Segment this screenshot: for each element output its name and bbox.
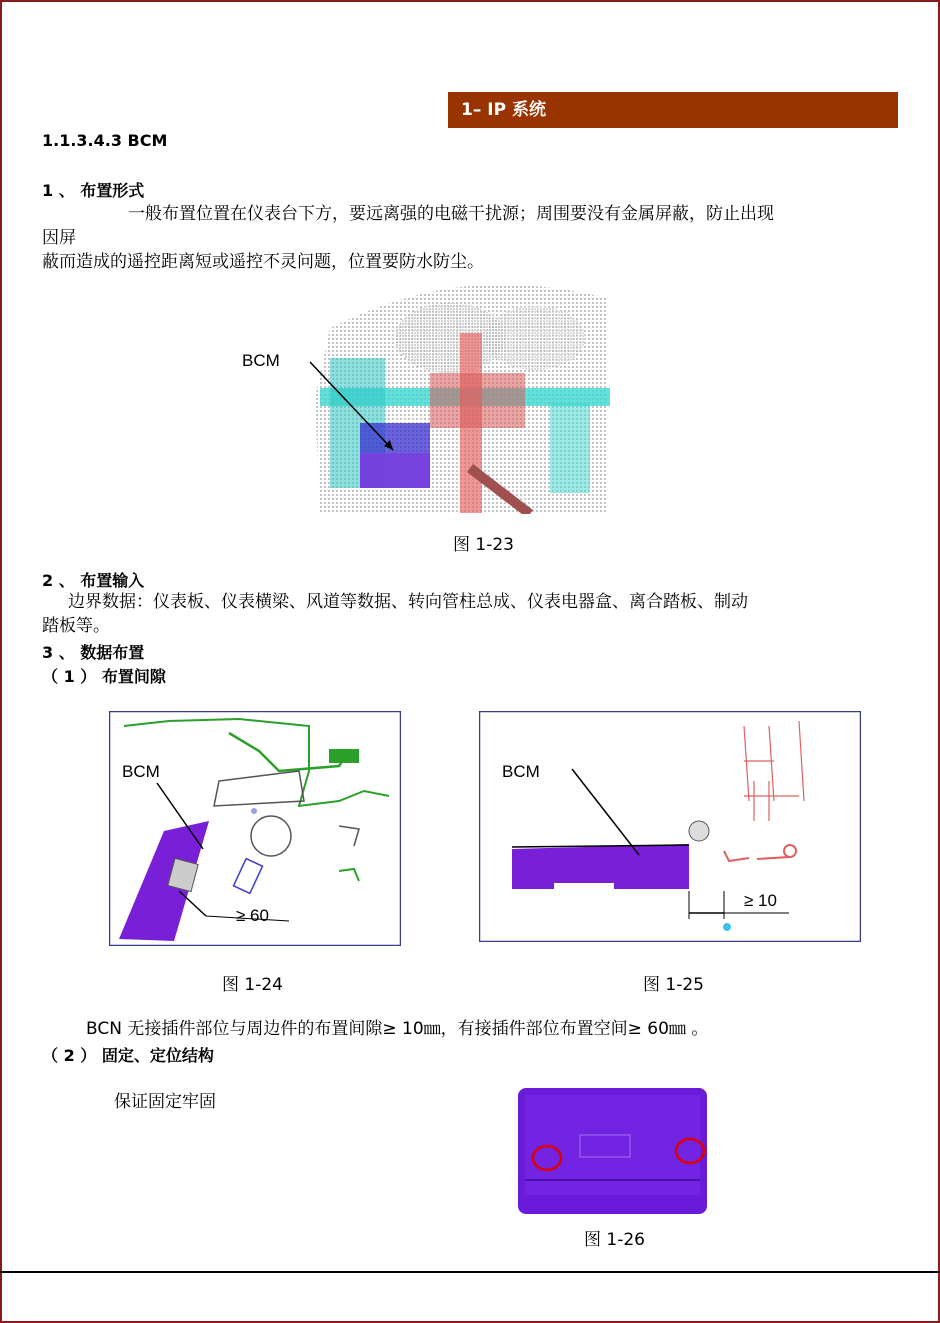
fig26-image xyxy=(515,1085,710,1217)
fix-text: 保证固定牢固 xyxy=(114,1092,216,1112)
s1-line3: 蔽而造成的遥控距离短或遥控不灵问题，位置要防水防尘。 xyxy=(42,252,484,272)
s2-line1: 边界数据：仪表板、仪表横梁、风道等数据、转向管柱总成、仪表电器盒、离合踏板、制动 xyxy=(68,592,748,612)
fig25-image xyxy=(479,711,861,942)
section-1-title: 1 、 布置形式 xyxy=(42,181,145,200)
s1-line1: 一般布置位置在仪表台下方，要远离强的电磁干扰源；周围要没有金属屏蔽，防止出现 xyxy=(128,204,774,224)
fig24-dimension: ≥ 60 xyxy=(236,906,269,925)
section-2-title: 2 、 布置输入 xyxy=(42,571,145,590)
footer-rule xyxy=(0,1271,940,1273)
fig25-caption: 图 1-25 xyxy=(643,975,704,995)
section-3-sub1: （ 1 ） 布置间隙 xyxy=(42,667,166,686)
fig24-caption: 图 1-24 xyxy=(222,975,283,995)
clearance-text: BCN 无接插件部位与周边件的布置间隙≥ 10㎜，有接插件部位布置空间≥ 60㎜ 。 xyxy=(86,1019,709,1039)
fig25-dimension: ≥ 10 xyxy=(744,891,777,910)
section-title: 1– IP 系统 xyxy=(461,100,546,120)
s1-line2: 因屏 xyxy=(42,228,76,248)
fig23-caption: 图 1-23 xyxy=(453,535,514,555)
s2-line2: 踏板等。 xyxy=(42,616,110,636)
fig23-image xyxy=(300,278,610,514)
fig26-caption: 图 1-26 xyxy=(584,1230,645,1250)
fig24-bcm-label: BCM xyxy=(122,762,160,781)
heading: 1.1.3.4.3 BCM xyxy=(42,131,168,150)
section-3-sub2: （ 2 ） 固定、定位结构 xyxy=(42,1046,214,1065)
section-3-title: 3 、 数据布置 xyxy=(42,643,145,662)
fig25-bcm-label: BCM xyxy=(502,762,540,781)
section-header xyxy=(448,92,898,128)
fig23-bcm-label: BCM xyxy=(242,351,280,370)
